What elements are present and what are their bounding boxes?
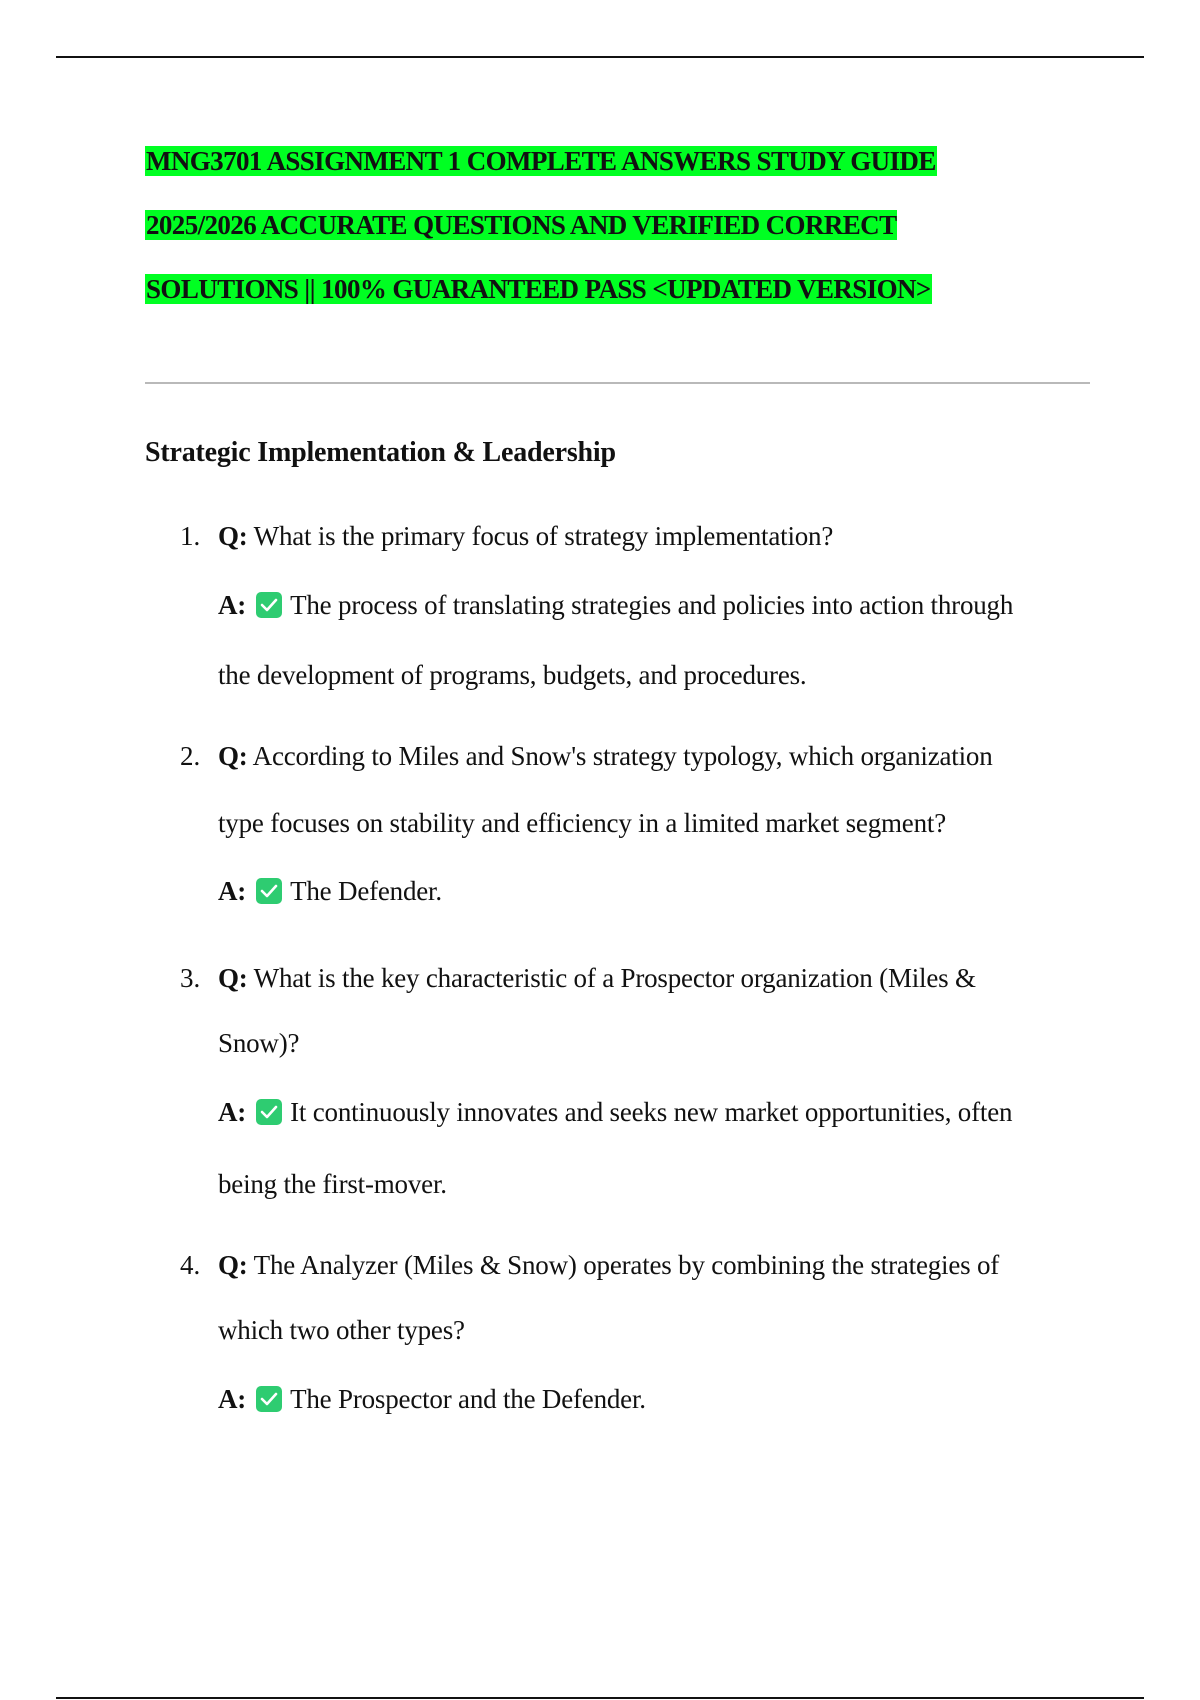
question-text: What is the primary focus of strategy implementation?: [253, 521, 834, 551]
q-label: Q:: [218, 521, 248, 551]
q-label: Q:: [218, 741, 248, 771]
section-divider: [145, 382, 1090, 384]
question-line: [218, 519, 833, 553]
check-icon: [256, 592, 282, 618]
answer-line: [218, 588, 1013, 622]
question-line: [218, 1026, 299, 1060]
a-label: A:: [218, 590, 247, 620]
item-number: 2.: [180, 741, 201, 771]
answer-text: being the first-mover.: [218, 1169, 447, 1199]
title-line: [145, 272, 1065, 336]
question-text: Snow)?: [218, 1028, 300, 1058]
answer-line: [218, 658, 806, 692]
section-heading: Strategic Implementation & Leadership: [145, 437, 616, 468]
question-line: [218, 739, 993, 773]
bottom-rule: [56, 1697, 1144, 1699]
answer-text: It continuously innovates and seeks new market opportunities, often: [290, 1097, 1013, 1127]
check-icon: [256, 1099, 282, 1125]
question-line: [218, 961, 976, 995]
question-line: [218, 1313, 465, 1347]
q-label: Q:: [218, 963, 248, 993]
q-label: Q:: [218, 1250, 248, 1280]
answer-text: The Defender.: [290, 876, 442, 906]
title-line-text: SOLUTIONS || 100% GUARANTEED PASS <UPDATED VERSION>: [146, 274, 931, 304]
title-line-text: 2025/2026 ACCURATE QUESTIONS AND VERIFIED CORRECT: [146, 210, 897, 240]
a-label: A:: [218, 1384, 247, 1414]
item-number: 4.: [180, 1250, 201, 1280]
answer-text: The process of translating strategies and policies into action through: [290, 590, 1014, 620]
a-label: A:: [218, 1097, 247, 1127]
question-line: [218, 1248, 999, 1282]
check-icon: [256, 1386, 282, 1412]
a-label: A:: [218, 876, 247, 906]
answer-line: [218, 1382, 646, 1416]
question-text: According to Miles and Snow's strategy typology, which organization: [252, 741, 993, 771]
check-icon: [256, 878, 282, 904]
document-title: [145, 144, 1065, 336]
question-text: The Analyzer (Miles & Snow) operates by combining the strategies of: [253, 1250, 1000, 1280]
top-rule: [56, 56, 1144, 58]
answer-line: [218, 1167, 447, 1201]
item-number: 1.: [180, 521, 201, 551]
title-line: [145, 208, 1065, 272]
answer-line: [218, 1095, 1012, 1129]
answer-line: [218, 874, 442, 908]
answer-text: the development of programs, budgets, and procedures.: [218, 660, 807, 690]
title-line-text: MNG3701 ASSIGNMENT 1 COMPLETE ANSWERS STUDY GUIDE: [146, 146, 936, 176]
question-text: which two other types?: [218, 1315, 465, 1345]
question-text: What is the key characteristic of a Prospector organization (Miles &: [253, 963, 976, 993]
answer-text: The Prospector and the Defender.: [290, 1384, 646, 1414]
question-line: [218, 806, 946, 840]
question-text: type focuses on stability and efficiency in a limited market segment?: [218, 808, 946, 838]
title-line: [145, 144, 1065, 208]
item-number: 3.: [180, 963, 201, 993]
